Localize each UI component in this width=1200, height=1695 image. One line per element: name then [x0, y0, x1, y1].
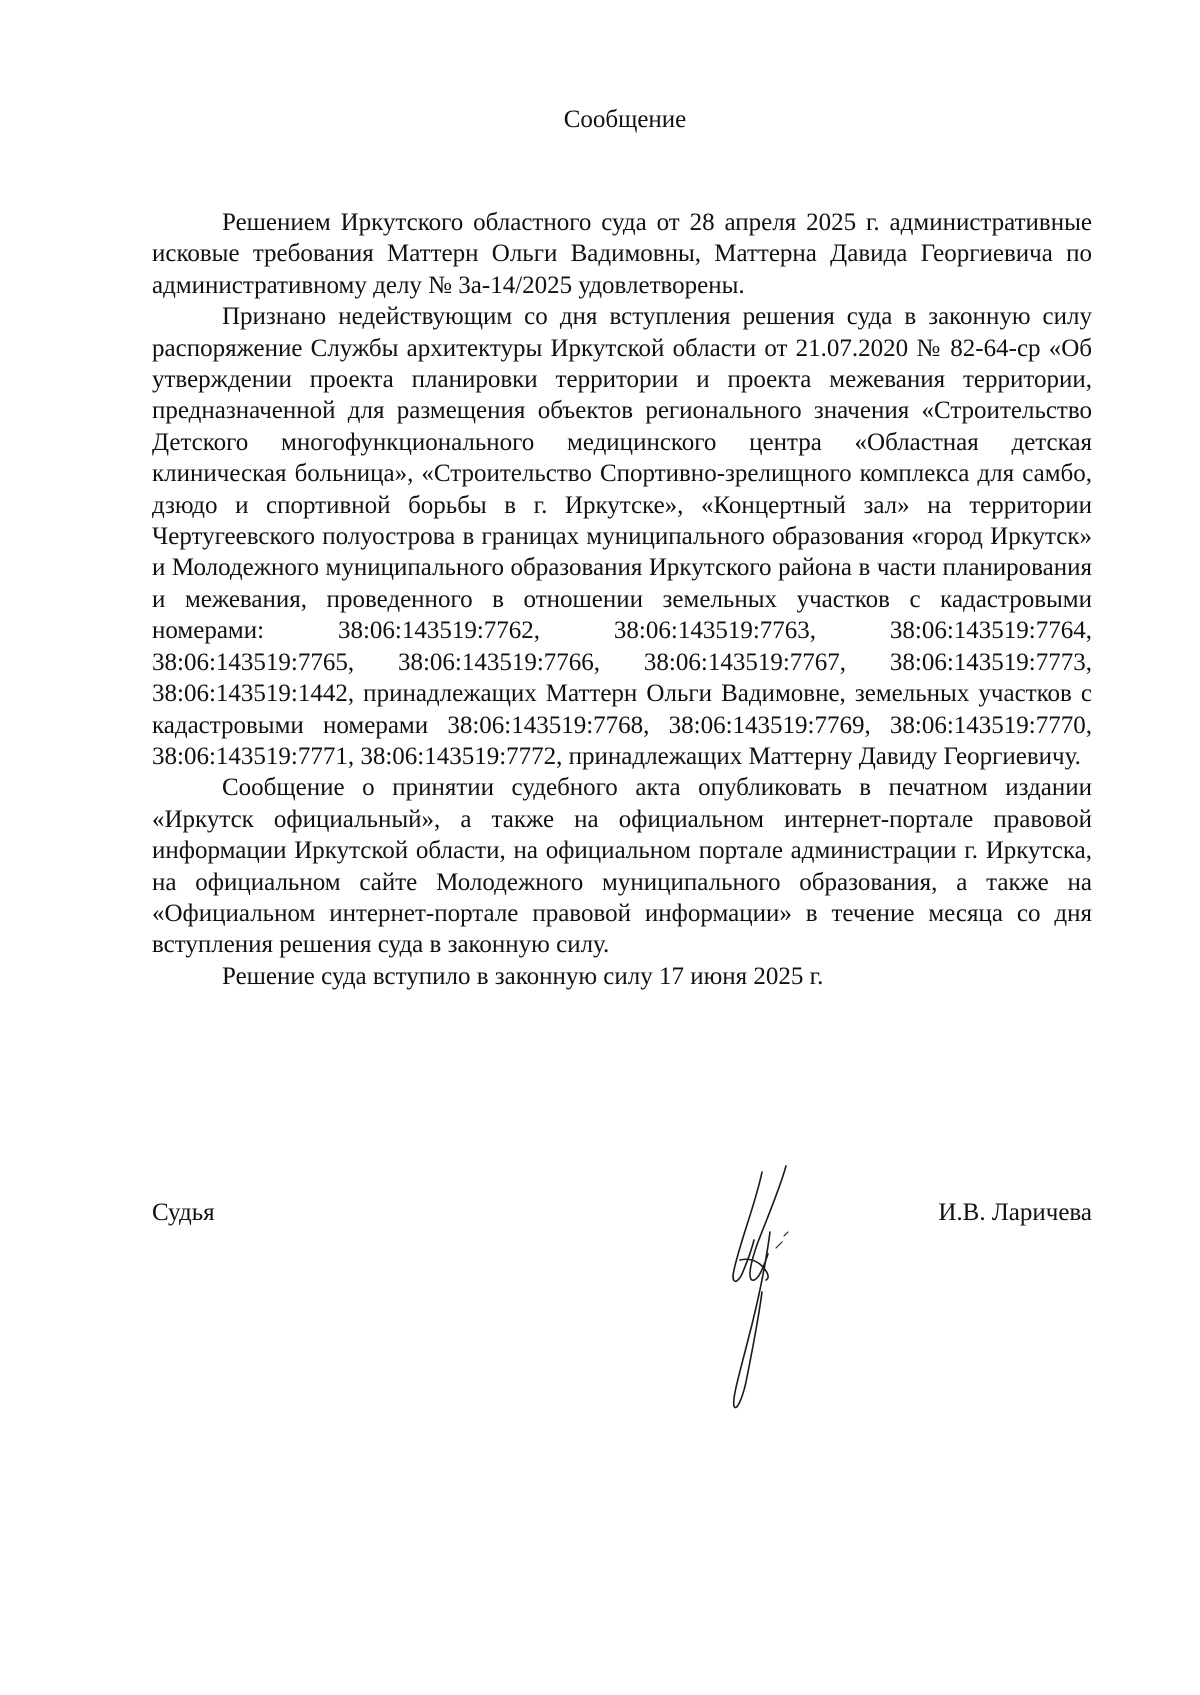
judge-name: И.В. Ларичева — [938, 1199, 1092, 1226]
paragraph-entry-into-force: Решение суда вступило в законную силу 17 июня 2025 г. — [222, 962, 824, 990]
judge-title: Судья — [152, 1199, 215, 1226]
paragraph-publication: Сообщение о принятии судебного акта опубликовать в печатном издании «Иркутск официальный», а также на официальном интернет-портале правовой информации Иркутской области, на официальном портале администрации г. Иркутска, на официальном сайте Молодежного муниципального образования, а также на «Официальном интернет-портале правовой информации» в течение месяца со дня вступления решения суда в законную силу. — [152, 774, 1092, 959]
paragraph-invalidation: Признано недействующим со дня вступления решения суда в законную силу распоряжение Службы архитектуры Иркутской области от 21.07.2020 № 82-64-ср «Об утверждении проекта планировки территории и проекта межевания территории, предназначенной для размещения объектов регионального значения «Строительство Детского многофункционального медицинского центра «Областная детская клиническая больница», «Строительство Спортивно-зрелищного комплекса для самбо, дзюдо и спортивной борьбы в г. Иркутске», «Концертный зал» на территории Чертугеевского полуострова в границах муниципального образования «город Иркутск» и Молодежного муниципального образования Иркутского района в части планирования и межевания, проведенного в отношении земельных участков с кадастровыми номерами: 38:06:143519:7762, 38:06:143519:7763, 38:06:143519:7764, 38:06:143519:7765, 38:06:143519:7766, 38:06:143519:7767, 38:06:143519:7773, 38:06:143519:1442, принадлежащих Маттерн Ольги Вадимовне, земельных участков с кадастровыми номерами 38:06:143519:7768, 38:06:143519:7769, 38:06:143519:7770, 38:06:143519:7771, 38:06:143519:7772, принадлежащих Маттерну Давиду Георгиевичу. — [152, 303, 1092, 770]
signature-icon — [700, 1162, 830, 1422]
signature-block — [152, 1197, 1092, 1231]
document-title: Сообщение — [563, 106, 687, 133]
document-body — [152, 207, 1092, 992]
paragraph-decision: Решением Иркутского областного суда от 28 апреля 2025 г. административные исковые требования Маттерн Ольги Вадимовны, Маттерна Давида Георгиевича по административному делу № 3а-14/2025 удовлетворены. — [152, 209, 1092, 299]
